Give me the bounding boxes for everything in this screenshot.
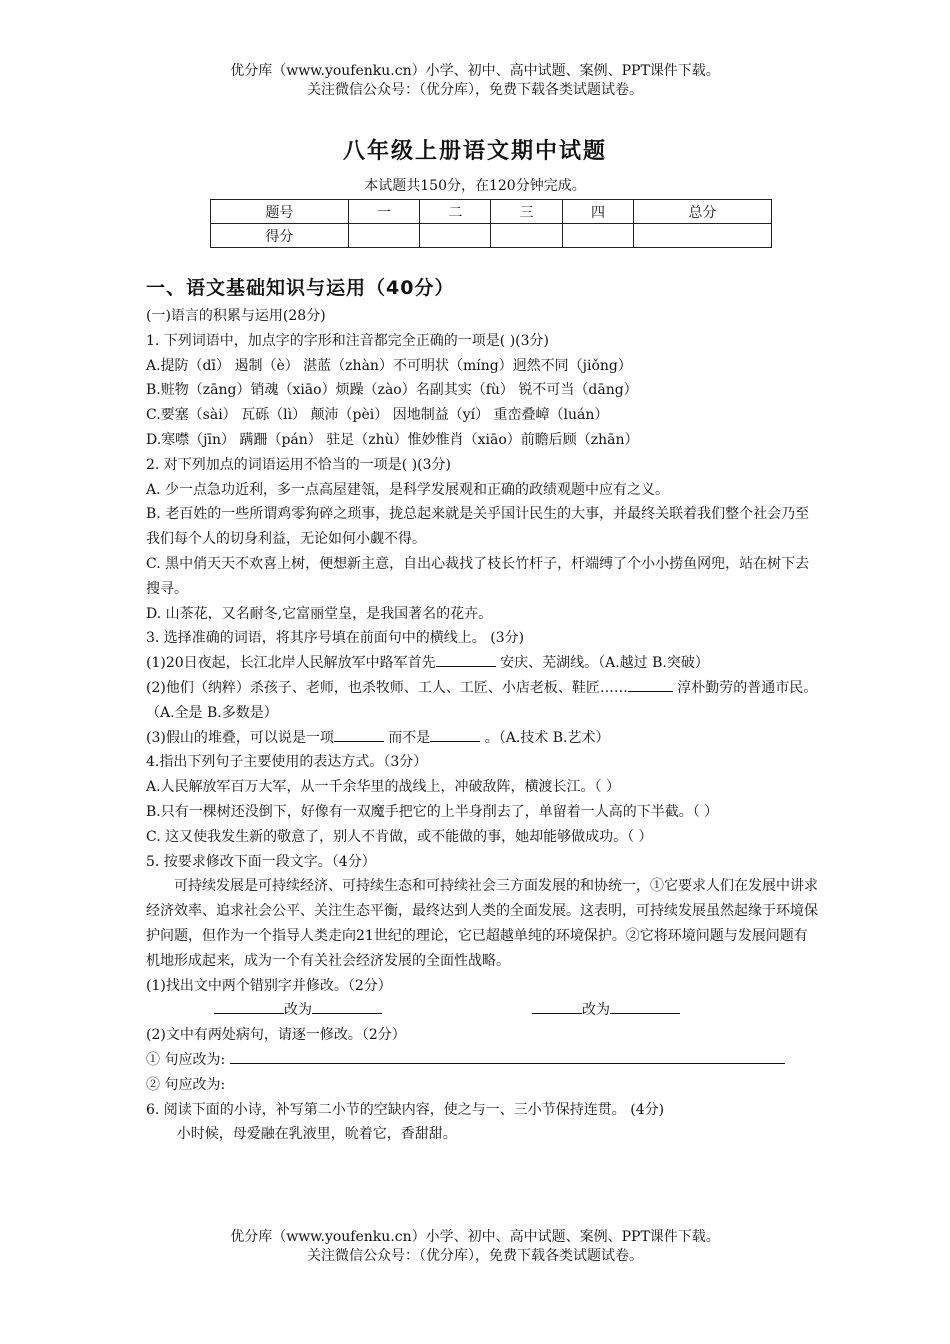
question-4-item-a: A.人民解放军百万大军，从一千余华里的战线上，冲破敌阵，横渡长江。（ ） — [146, 779, 621, 796]
score-cell[interactable] — [348, 224, 419, 248]
question-2-option-c: C. 黑中俏天天不欢喜上树，便想新主意，自出心裁找了枝长竹杆子，杆端缚了个小小捞鱼网兜，站在树下去搜寻。 — [146, 555, 810, 597]
question-3-stem: 3. 选择准确的词语，将其序号填在前面句中的横线上。 (3分) — [146, 630, 525, 647]
question-3-item-3 — [146, 726, 818, 751]
question-5-fix-2 — [146, 1073, 818, 1098]
footer-line-2: 关注微信公众号：（优分库），免费下载各类试题试卷。 — [307, 1248, 643, 1264]
question-5-part-1: (1)找出文中两个错别字并修改。（2分） — [146, 977, 392, 994]
question-5-fix-1 — [146, 1048, 818, 1073]
question-1-option-c: C.要塞（sài） 瓦砾（lì） 颠沛（pèi） 因地制益（yí） 重峦叠嶂（luán） — [146, 407, 609, 424]
change-to-label: 改为 — [582, 1002, 610, 1019]
question-5-part-2: (2)文中有两处病句，请逐一修改。（2分） — [146, 1027, 406, 1044]
answer-blank[interactable] — [436, 652, 496, 667]
answer-blank[interactable] — [532, 999, 582, 1014]
question-3-item-1 — [146, 651, 818, 676]
answer-blank[interactable] — [610, 999, 680, 1014]
question-1-option-a: A.提防（dī） 遏制（è） 湛蓝（zhàn）不可明状（míng）迥然不同（jiǒng） — [146, 357, 632, 374]
score-cell[interactable] — [420, 224, 491, 248]
table-cell: 四 — [562, 200, 633, 224]
fix-1-label: ① 句应改为: — [146, 1051, 226, 1068]
table-cell: 一 — [348, 200, 419, 224]
score-cell[interactable] — [562, 224, 633, 248]
score-table-header-row — [211, 200, 772, 224]
question-3-item-3-mid: 而不是 — [383, 729, 431, 746]
question-3-item-1-text: (1)20日夜起，长江北岸人民解放军中路军首先 — [146, 655, 436, 672]
table-cell: 三 — [491, 200, 562, 224]
exam-content — [146, 272, 818, 1147]
table-cell: 得分 — [211, 224, 349, 248]
question-4-item-c: C. 这又使我发生新的敬意了，别人不肯做，或不能做的事，她却能够做成功。（ ） — [146, 828, 653, 845]
section-heading: 一、语文基础知识与运用（40分） — [146, 277, 455, 299]
question-2-option-b: B. 老百姓的一些所谓鸡零狗碎之琐事，拢总起来就是关乎国计民生的大事，并最终关联着我们整个社会乃至我们每个人的切身利益，无论如何小觑不得。 — [146, 506, 810, 548]
header-line-2: 关注微信公众号：（优分库），免费下载各类试题试卷。 — [307, 82, 643, 98]
exam-title: 八年级上册语文期中试题 — [342, 139, 607, 164]
answer-blank[interactable] — [334, 727, 384, 742]
question-6-stem: 6. 阅读下面的小诗，补写第二小节的空缺内容，使之与一、三小节保持连贯。 (4分) — [146, 1101, 665, 1118]
footer-line-1: 优分库（www.youfenku.cn）小学、初中、高中试题、案例、PPT课件下载。 — [230, 1229, 720, 1245]
header-line-1: 优分库（www.youfenku.cn）小学、初中、高中试题、案例、PPT课件下载。 — [230, 63, 720, 79]
score-cell[interactable] — [491, 224, 562, 248]
answer-blank[interactable] — [214, 999, 284, 1014]
answer-blank[interactable] — [430, 727, 480, 742]
question-2-stem: 2. 对下列加点的词语运用不恰当的一项是( )(3分) — [146, 456, 452, 473]
exam-subtitle: 本试题共150分，在120分钟完成。 — [364, 178, 586, 194]
question-2-option-a: A. 少一点急功近利，多一点高屋建瓴，是科学发展观和正确的政绩观题中应有之义。 — [146, 481, 670, 498]
question-6-poem-line-1: 小时候，母爱融在乳液里，吮着它，香甜甜。 — [176, 1126, 457, 1143]
table-cell: 题号 — [211, 200, 349, 224]
table-cell: 二 — [420, 200, 491, 224]
fix-2-label: ② 句应改为: — [146, 1076, 226, 1093]
question-4-item-b: B.只有一棵树还没倒下，好像有一双魔手把它的上半身削去了，单留着一人高的下半截。（ ） — [146, 803, 719, 820]
question-5-stem: 5. 按要求修改下面一段文字。（4分） — [146, 853, 376, 870]
question-5-correction-row — [146, 998, 818, 1023]
question-5-passage: 可持续发展是可持续经济、可持续生态和可持续社会三方面发展的和协统一，①它要求人们在发展中讲求经济效率、追求社会公平、关注生态平衡，最终达到人类的全面发展。这表明，可持续发展虽然起缘于环境保护问题，但作为一个指导人类走向21世纪的理论，它已超越单纯的环境保护。②它将环境问题与发展问题有机地形成起来，成为一个有关社会经济发展的全面性战略。 — [146, 878, 818, 969]
question-3-item-2-options: 淳朴勤劳的普通市民。（A.全是 B.多数是） — [146, 679, 818, 721]
question-1-option-b: B.赃物（zāng）销魂（xiāo）烦躁（zào）名副其实（fù） 锐不可当（dāng） — [146, 382, 638, 399]
answer-blank[interactable] — [628, 677, 673, 692]
subsection-heading: (一)语言的积累与运用(28分) — [146, 308, 326, 324]
question-3-item-3-options: 。（A.技术 B.艺术） — [480, 729, 610, 746]
question-3-item-1-options: 安庆、芜湖线。（A.越过 B.突破） — [495, 655, 709, 672]
table-cell: 总分 — [634, 200, 772, 224]
question-1-stem: 1. 下列词语中，加点字的字形和注音都完全正确的一项是( )(3分) — [146, 332, 550, 349]
score-cell[interactable] — [634, 224, 772, 248]
page-header — [0, 62, 950, 100]
question-4-stem: 4.指出下列句子主要使用的表达方式。（3分） — [146, 754, 428, 771]
answer-line[interactable] — [230, 1049, 785, 1064]
question-3-item-2-text: (2)他们（纳粹）杀孩子、老师，也杀牧师、工人、工匠、小店老板、鞋匠…… — [146, 679, 628, 696]
score-table-score-row — [211, 224, 772, 248]
question-3-item-2 — [146, 676, 818, 726]
answer-blank[interactable] — [312, 999, 382, 1014]
change-to-label: 改为 — [284, 1002, 312, 1019]
page-footer — [0, 1228, 950, 1266]
question-3-item-3-text: (3)假山的堆叠，可以说是一项 — [146, 729, 334, 746]
question-2-option-d: D. 山茶花，又名耐冬,它富丽堂皇，是我国著名的花卉。 — [146, 605, 493, 622]
question-1-option-d: D.寒噤（jīn） 蹒跚（pán） 驻足（zhù）惟妙惟肖（xiāo）前瞻后顾（zhān） — [146, 431, 639, 448]
score-table — [210, 199, 772, 248]
